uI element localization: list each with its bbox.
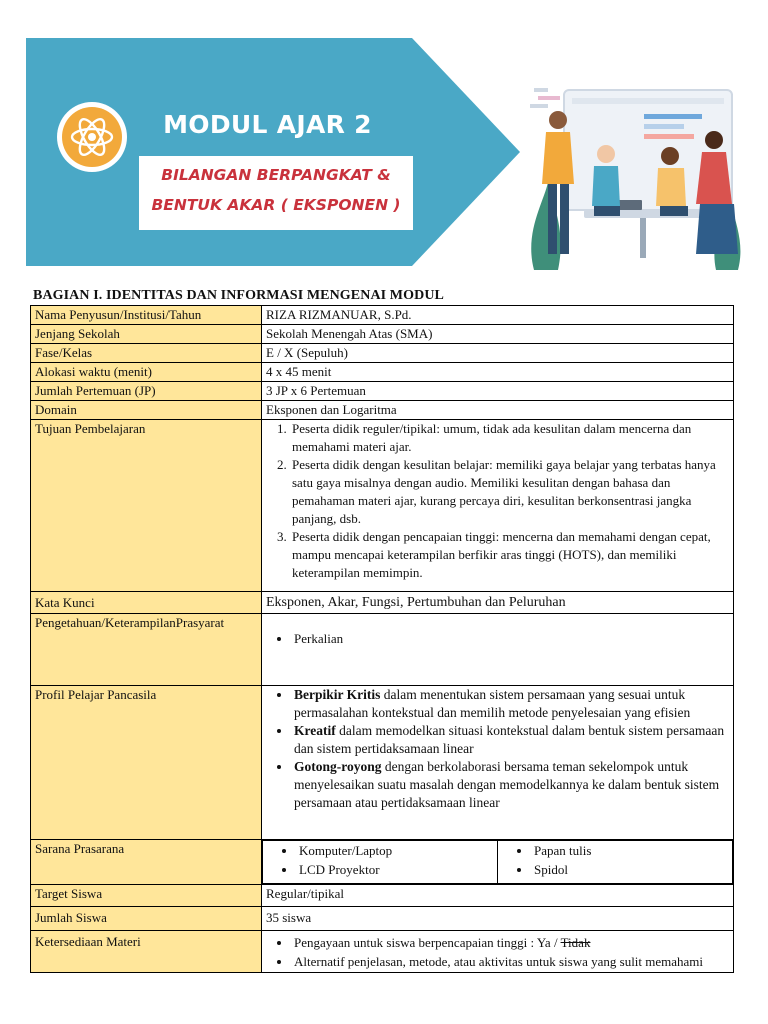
facilities-list-left: [267, 841, 493, 879]
module-identity-table: [30, 305, 734, 973]
list-item: 3. Peserta didik dengan pencapaian tinggi: mencerna dan memahami dengan cepat, mampu mencapai keterampilan berfikir aras tinggi (HOTS), dan memiliki keterampilan memimpin.: [290, 528, 729, 582]
table-row: [31, 306, 734, 325]
section-heading: BAGIAN I. IDENTITAS DAN INFORMASI MENGENAI MODUL: [33, 288, 444, 303]
row-label: Tujuan Pembelajaran: [31, 420, 262, 592]
list-item: [292, 722, 729, 758]
row-value: 3 JP x 6 Pertemuan: [262, 382, 734, 401]
list-item: [292, 758, 729, 812]
list-item: • Komputer/Laptop: [297, 841, 493, 860]
table-row: [31, 363, 734, 382]
row-label: Target Siswa: [31, 885, 262, 907]
profile-text: dalam memodelkan situasi kontekstual dalam bentuk sistem persamaan dan sistem pertidaksamaan linear: [294, 723, 725, 756]
row-label: Ketersediaan Materi: [31, 931, 262, 973]
prerequisite-list: [266, 630, 729, 648]
module-banner: [0, 0, 768, 280]
material-availability-list: [266, 933, 729, 971]
row-label: Sarana Prasarana: [31, 840, 262, 885]
learning-objectives-list: [266, 420, 729, 582]
enrichment-text: Pengayaan untuk siswa berpencapaian tinggi : Ya /: [294, 935, 561, 950]
table-row: [31, 686, 734, 840]
list-item: 1. Peserta didik reguler/tipikal: umum, tidak ada kesulitan dalam mencerna dan memahami materi ajar.: [290, 420, 729, 456]
row-value: Regular/tipikal: [262, 885, 734, 907]
row-value: Eksponen, Akar, Fungsi, Pertumbuhan dan Peluruhan: [262, 592, 734, 614]
row-value: [262, 686, 734, 840]
row-value: [262, 840, 734, 885]
row-label: Nama Penyusun/Institusi/Tahun: [31, 306, 262, 325]
table-row: [31, 401, 734, 420]
module-subtitle-box: [139, 156, 413, 230]
table-row: [31, 885, 734, 907]
table-row: [31, 382, 734, 401]
profile-term: Berpikir Kritis: [294, 687, 381, 702]
row-value: [262, 931, 734, 973]
row-value: [262, 614, 734, 686]
row-label: Jenjang Sekolah: [31, 325, 262, 344]
facilities-list-right: [502, 841, 728, 879]
list-item: • Papan tulis: [532, 841, 728, 860]
table-row: [31, 931, 734, 973]
row-value: 35 siswa: [262, 907, 734, 931]
list-item: • Spidol: [532, 860, 728, 879]
row-value: Sekolah Menengah Atas (SMA): [262, 325, 734, 344]
row-label: Alokasi waktu (menit): [31, 363, 262, 382]
module-subtitle-line-1: BILANGAN BERPANGKAT &: [161, 166, 391, 184]
table-row: [31, 344, 734, 363]
row-label: Jumlah Pertemuan (JP): [31, 382, 262, 401]
atom-icon: [56, 101, 128, 173]
module-title: MODUL AJAR 2: [163, 110, 372, 139]
list-item: • Alternatif penjelasan, metode, atau aktivitas untuk siswa yang sulit memahami: [292, 952, 729, 971]
profile-term: Kreatif: [294, 723, 336, 738]
module-subtitle-line-2: BENTUK AKAR ( EKSPONEN ): [151, 196, 401, 214]
row-value: [262, 420, 734, 592]
team-meeting-illustration: [524, 82, 744, 270]
row-label: Jumlah Siswa: [31, 907, 262, 931]
list-item: [292, 686, 729, 722]
row-label: Kata Kunci: [31, 592, 262, 614]
row-value: 4 x 45 menit: [262, 363, 734, 382]
row-label: Fase/Kelas: [31, 344, 262, 363]
table-row: [31, 592, 734, 614]
table-row: [31, 907, 734, 931]
row-value: E / X (Sepuluh): [262, 344, 734, 363]
table-row: [31, 420, 734, 592]
profile-text: dengan berkolaborasi bersama teman sekelompok untuk menyelesaikan suatu masalah dengan memodelkannya ke dalam bentuk sistem persamaan atau pertidaksamaan linear: [294, 759, 720, 810]
row-label: Domain: [31, 401, 262, 420]
row-value: Eksponen dan Logaritma: [262, 401, 734, 420]
struck-option: Tidak: [560, 935, 591, 950]
list-item: • Perkalian: [292, 630, 729, 648]
profile-term: Gotong-royong: [294, 759, 382, 774]
list-item: • LCD Proyektor: [297, 860, 493, 879]
table-row: [31, 614, 734, 686]
row-label: Profil Pelajar Pancasila: [31, 686, 262, 840]
facilities-grid: [262, 840, 733, 884]
list-item: 2. Peserta didik dengan kesulitan belajar: memiliki gaya belajar yang terbatas hanya satu gaya misalnya dengan audio. Memiliki kesulitan dengan bahasa dan pemahaman materi ajar, kurang percaya diri, kesulitan berkonsentrasi jangka panjang, dsb.: [290, 456, 729, 528]
table-row: [31, 325, 734, 344]
pancasila-profile-list: [266, 686, 729, 812]
row-label: Pengetahuan/KeterampilanPrasyarat: [31, 614, 262, 686]
table-row: [31, 840, 734, 885]
list-item: [292, 933, 729, 952]
profile-text: dalam menentukan sistem persamaan yang sesuai untuk permasalahan kontekstual dan memilih metode penyelesaian yang efisien: [294, 687, 691, 720]
row-value: RIZA RIZMANUAR, S.Pd.: [262, 306, 734, 325]
